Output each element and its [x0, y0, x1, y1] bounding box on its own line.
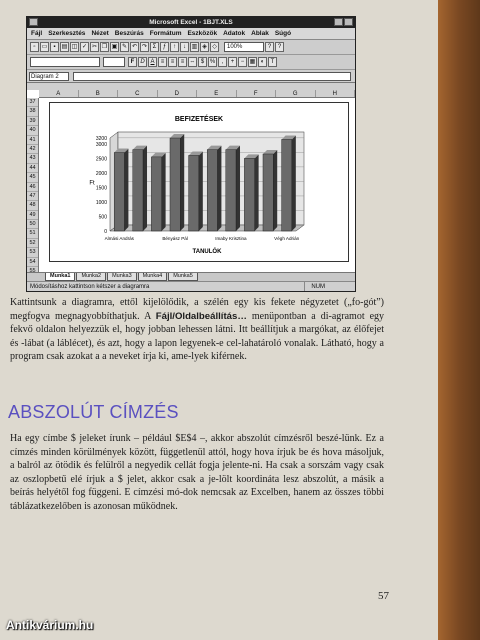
preview-icon[interactable]: ◫	[71, 44, 78, 50]
sheet-tab[interactable]: Munka4	[138, 273, 168, 281]
menu-item-1[interactable]: Szerkesztés	[48, 30, 86, 37]
print-icon[interactable]: ▤	[61, 44, 68, 50]
chart-wizard-icon[interactable]: ▥	[191, 44, 198, 50]
x-tick-label: Almási András	[104, 236, 134, 241]
paste-icon[interactable]: ▣	[111, 44, 118, 50]
drawing-icon[interactable]: ◇	[210, 42, 219, 52]
column-header[interactable]: C	[118, 90, 158, 97]
bar	[282, 139, 292, 231]
standard-toolbar	[27, 40, 355, 55]
paragraph-absolute-addressing: Ha egy címbe $ jeleket írunk – például $E$4 –, akkor abszolút címzésről beszé-lünk. Ez a címzés minden körülmények között, függetlenül attól, hogy hova írjuk be és hova másoljuk, a balról az ötödik és felülről a negyedik cellát fogja jelente-ni. Ha csak a sorszám vagy csak az oszlopbetű elé írjuk a $ jelet, akkor csak a je-lölt koordináta lesz abszolút, a másik a beírás helyétől fog függeni. E címzési mó-dok nemcsak az Excelben, hanem az összes többi táblázatkezelőben is azonosan működnek.	[10, 433, 384, 512]
row-header[interactable]: 48	[27, 201, 38, 210]
format-painter-icon[interactable]: ✎	[121, 44, 128, 50]
align-center-icon[interactable]: ≡	[168, 57, 177, 67]
open-icon[interactable]: ▭	[41, 44, 48, 50]
y-tick-label: 2000	[95, 170, 107, 177]
sheet-tab[interactable]: Munka1	[45, 273, 75, 281]
function-icon[interactable]: ƒ	[160, 42, 169, 52]
font-color-icon[interactable]: T	[268, 57, 277, 67]
row-headers	[27, 98, 39, 272]
bar-side	[273, 150, 277, 231]
bar-side	[217, 146, 221, 231]
column-header[interactable]: D	[158, 90, 198, 97]
save-icon[interactable]: ▪	[50, 42, 59, 52]
embedded-chart[interactable]	[49, 102, 349, 262]
bar-side	[292, 135, 296, 231]
control-menu-icon[interactable]	[29, 18, 38, 26]
autosum-icon[interactable]: Σ	[150, 42, 159, 52]
row-header[interactable]: 49	[27, 211, 38, 220]
column-headers	[39, 90, 355, 98]
bar-side	[143, 146, 147, 231]
row-header[interactable]: 46	[27, 183, 38, 192]
sheet-tabs	[27, 272, 355, 281]
worksheet-grid[interactable]	[27, 90, 355, 272]
status-bar	[27, 281, 355, 291]
cut-icon[interactable]: ✂	[91, 44, 98, 50]
merge-center-icon[interactable]: ⇔	[189, 59, 196, 65]
y-tick-label: 3000	[95, 141, 107, 148]
map-icon[interactable]: ◈	[200, 42, 209, 52]
chart-title: BEFIZETÉSEK	[174, 116, 224, 123]
title-bar	[27, 17, 355, 28]
paragraph-intro: Kattintsunk a diagramra, ettől kijelölődik, a szélén egy kis fekete négyzetet („fo-gót”) megfogva megnagyobbíthatjuk. A Fájl/Oldalbeállítás… menüpontban a di-agramot egy fekvő oldalon helyezzük el, hogy jobban lehessen látni. Itt beállítjuk a margókat, az élőfejet és -lábat (a láblécet), és azt, hogy a lapon legyenek-e cel-lahatároló vonalak. Látható, hogy a program csak azokat a a neveket írja ki, ame-lyek kiférnek.	[10, 297, 385, 363]
dec-decimal-icon[interactable]: −	[238, 57, 247, 67]
bar	[263, 154, 273, 231]
inc-decimal-icon[interactable]: +	[228, 57, 237, 67]
menu-item-5[interactable]: Eszközök	[187, 30, 218, 37]
currency-icon[interactable]: $	[198, 57, 207, 67]
page-number: 57	[378, 590, 389, 602]
bar	[189, 155, 199, 231]
menu-item-6[interactable]: Adatok	[223, 30, 246, 37]
y-tick-label: 500	[98, 214, 107, 221]
status-text: Módosításhoz kattintson kétszer a diagramra	[30, 284, 150, 290]
x-tick-label: Imaby Krisztina	[215, 236, 247, 241]
row-header[interactable]: 42	[27, 145, 38, 154]
help-icon[interactable]: ?	[275, 42, 284, 52]
menu-item-7[interactable]: Ablak	[251, 30, 269, 37]
num-lock-indicator: NUM	[304, 282, 325, 292]
zoom-select[interactable]: 100%	[224, 42, 264, 52]
row-header[interactable]: 40	[27, 126, 38, 135]
window-title: Microsoft Excel - 1BJT.XLS	[149, 19, 233, 26]
sort-desc-icon[interactable]: ↓	[180, 42, 189, 52]
font-size-select[interactable]	[103, 57, 125, 67]
row-header[interactable]: 51	[27, 229, 38, 238]
align-right-icon[interactable]: ≡	[178, 57, 187, 67]
row-header[interactable]: 43	[27, 154, 38, 163]
fill-color-icon[interactable]: ◐	[258, 57, 267, 67]
excel-window	[26, 16, 356, 292]
menu-item-8[interactable]: Súgó	[274, 30, 292, 37]
bar-side	[180, 134, 184, 231]
x-axis-label: TANULÓK	[192, 249, 222, 255]
new-file-icon[interactable]: ▫	[30, 42, 39, 52]
y-axis-label: Ft	[89, 180, 95, 187]
maximize-icon[interactable]	[344, 18, 353, 26]
menu-item-3[interactable]: Beszúrás	[114, 30, 144, 37]
row-header[interactable]: 39	[27, 117, 38, 126]
bar-side	[199, 151, 203, 231]
align-left-icon[interactable]: ≡	[158, 57, 167, 67]
row-header[interactable]: 38	[27, 107, 38, 116]
sheet-tab[interactable]: Munka3	[107, 273, 137, 281]
bar	[151, 157, 161, 231]
row-header[interactable]: 54	[27, 258, 38, 267]
row-header[interactable]: 47	[27, 192, 38, 201]
bold-icon[interactable]: F	[128, 57, 137, 67]
minimize-icon[interactable]	[334, 18, 343, 26]
bar	[114, 153, 124, 231]
row-header[interactable]: 41	[27, 136, 38, 145]
formatting-toolbar	[27, 55, 355, 70]
column-header[interactable]: B	[79, 90, 119, 97]
menu-path: Fájl/Oldalbeállítás…	[155, 310, 247, 322]
bar-side	[236, 146, 240, 231]
bar	[170, 138, 180, 231]
row-header[interactable]: 52	[27, 239, 38, 248]
bar	[244, 158, 254, 231]
sort-asc-icon[interactable]: ↑	[170, 42, 179, 52]
sheet-tab[interactable]: Munka5	[168, 273, 198, 281]
book-spine	[438, 0, 480, 640]
column-header[interactable]: E	[197, 90, 237, 97]
watermark: Antikvárium.hu	[6, 618, 94, 632]
menu-item-4[interactable]: Formátum	[149, 30, 182, 37]
bar-side	[162, 153, 166, 231]
bar-side	[124, 149, 128, 231]
x-tick-label: Bényász Pál	[162, 236, 188, 241]
column-header[interactable]: G	[276, 90, 316, 97]
y-tick-label: 1500	[95, 185, 107, 192]
italic-icon[interactable]: D	[138, 57, 147, 67]
formula-bar	[27, 70, 355, 83]
row-header[interactable]: 37	[27, 98, 38, 107]
copy-icon[interactable]: ❐	[101, 44, 108, 50]
x-tick-label: Végh Adrián	[274, 236, 300, 241]
column-header[interactable]: H	[316, 90, 356, 97]
column-header[interactable]: F	[237, 90, 277, 97]
row-header[interactable]: 44	[27, 164, 38, 173]
sheet-tab[interactable]: Munka2	[76, 273, 106, 281]
repeat-icon[interactable]: ↷	[141, 44, 148, 50]
bar-side	[255, 154, 259, 231]
y-tick-label: 1000	[95, 199, 107, 206]
row-header[interactable]: 45	[27, 173, 38, 182]
formula-input[interactable]	[73, 72, 351, 81]
bar	[226, 150, 236, 231]
bar	[133, 150, 143, 231]
y-tick-label: 3200	[95, 136, 107, 142]
row-header[interactable]: 53	[27, 248, 38, 257]
bar	[207, 150, 217, 231]
menu-item-0[interactable]: Fájl	[31, 30, 43, 37]
undo-icon[interactable]: ↶	[131, 44, 138, 50]
borders-icon[interactable]: ▦	[249, 59, 256, 65]
y-tick-label: 2500	[95, 156, 107, 163]
spell-icon[interactable]: ✓	[81, 44, 88, 50]
percent-icon[interactable]: %	[209, 59, 216, 65]
font-select[interactable]	[30, 57, 100, 67]
name-box[interactable]: Diagram 2	[29, 72, 69, 81]
bar-chart	[50, 103, 348, 261]
comma-icon[interactable]: ,	[218, 57, 227, 67]
underline-icon[interactable]: A	[148, 57, 157, 67]
row-header[interactable]: 50	[27, 220, 38, 229]
column-header[interactable]: A	[39, 90, 79, 97]
section-heading: ABSZOLÚT CÍMZÉS	[8, 402, 179, 422]
y-tick-label: 0	[104, 229, 107, 235]
menu-bar	[27, 28, 355, 40]
menu-item-2[interactable]: Nézet	[91, 30, 109, 37]
tipwizard-icon[interactable]: ?	[265, 42, 274, 52]
